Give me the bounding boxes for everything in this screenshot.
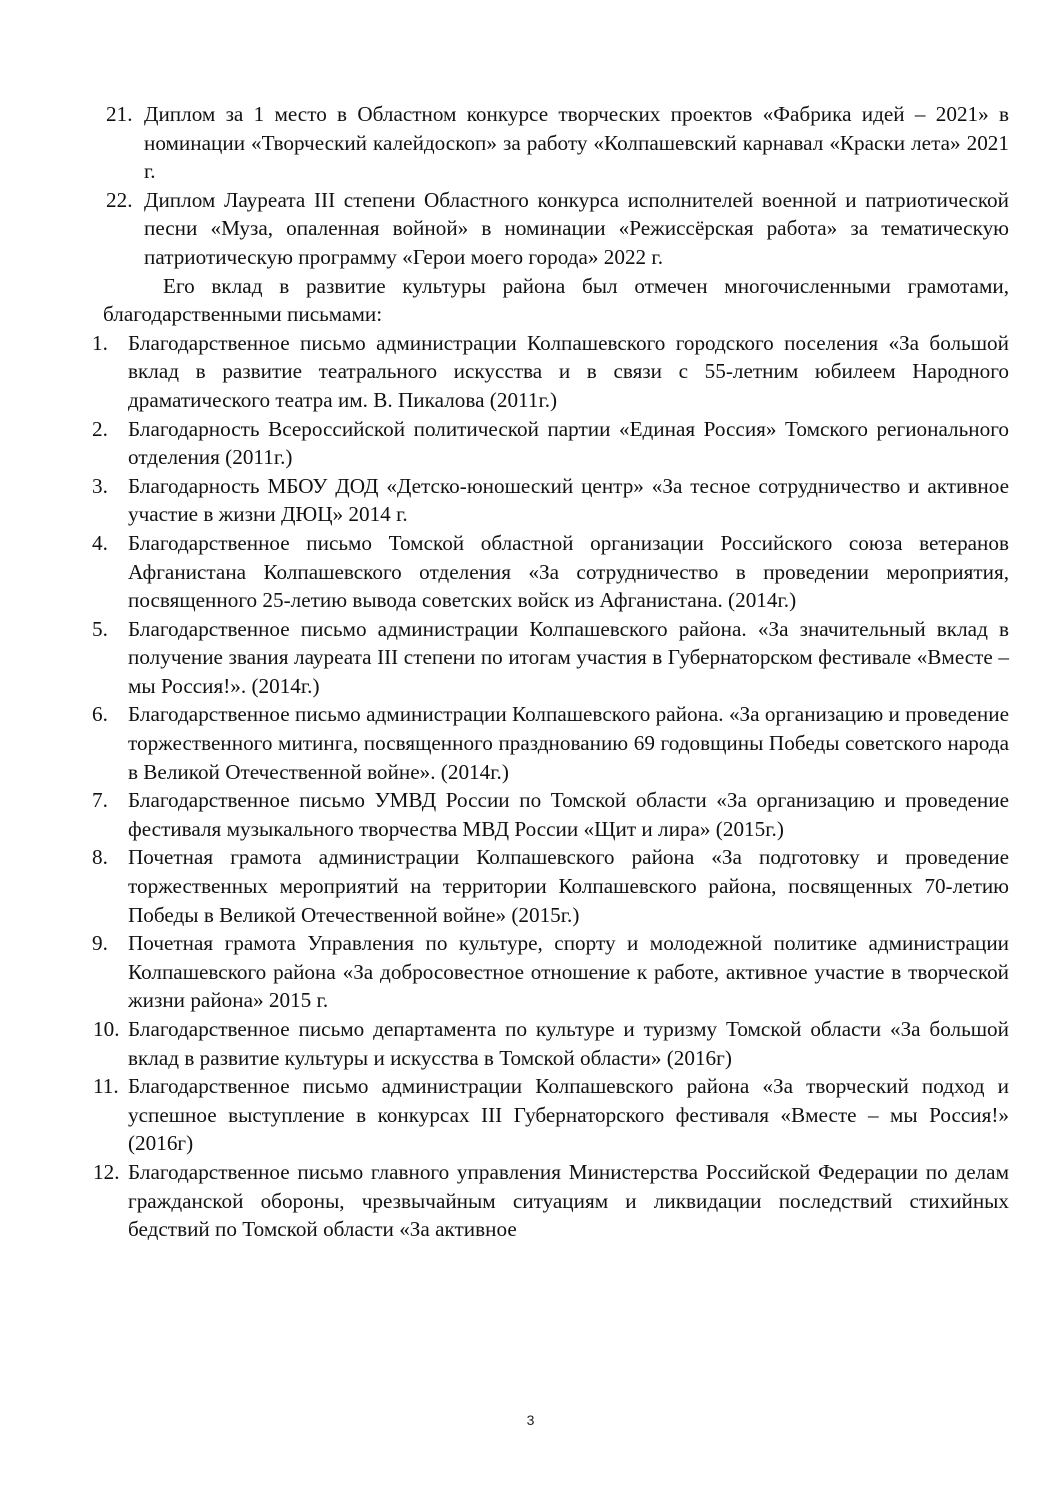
list-item (0, 1072, 1009, 1158)
list-item-text: Благодарственное письмо администрации Колпашевского района «За творческий подход и успешное выступление в конкурсах III Губернаторского фестиваля «Вместе – мы Россия!» (2016г) (128, 1074, 1009, 1156)
list-item-number: 12. (93, 1159, 120, 1184)
list-item (0, 786, 1009, 843)
list-item-number: 3. (92, 473, 108, 498)
list-item-text: Благодарственное письмо департамента по культуре и туризму Томской области «За большой вклад в развитие культуры и искусства в Томской области» (2016г) (128, 1017, 1009, 1070)
list-item-text: Почетная грамота администрации Колпашевского района «За подготовку и проведение торжественных мероприятий на территории Колпашевского района, посвященных 70-летию Победы в Великой Отечественной войне» (2015г.) (128, 845, 1009, 927)
list-item-number: 8. (92, 845, 108, 870)
page-number: 3 (526, 1412, 535, 1428)
list-item (0, 1158, 1009, 1244)
list-item-text: Благодарственное письмо администрации Колпашевского городского поселения «За большой вклад в развитие театрального искусства и в связи с 55-летним юбилеем Народного драматического театра им. В. Пикалова (2011г.) (128, 330, 1009, 412)
list-item (0, 529, 1009, 615)
list-item-text: Благодарственное письмо Томской областной организации Российского союза ветеранов Афганистана Колпашевского отделения «За сотрудничество в проведении мероприятия, посвященного 25-летию вывода советских войск из Афганистана. (2014г.) (128, 530, 1009, 613)
list-item-number: 6. (92, 702, 108, 727)
list-item-text: Благодарственное письмо администрации Колпашевского района. «За организацию и проведение торжественного митинга, посвященного празднованию 69 годовщины Победы советского народа в Великой Отечественной войне». (2014г.) (128, 702, 1009, 784)
list-item-number: 10. (93, 1017, 120, 1041)
document-body (0, 100, 1061, 1244)
list-item-text: Диплом за 1 место в Областном конкурсе творческих проектов «Фабрика идей – 2021» в номинации «Творческий калейдоскоп» за работу «Колпашевский карнавал «Краски лета» 2021 г. (144, 102, 1009, 184)
list-item (0, 843, 1009, 929)
intro-paragraph: Его вклад в развитие культуры района был отмечен многочисленными грамотами, благодарственными письмами: (103, 273, 1009, 327)
list-item-text: Благодарность Всероссийской политической партии «Единая Россия» Томского регионального отделения (2011г.) (128, 416, 1009, 470)
list-item-number: 4. (92, 530, 108, 555)
list-item-text: Благодарственное письмо УМВД России по Томской области «За организацию и проведение фестиваля музыкального творчества МВД России «Щит и лира» (2015г.) (128, 788, 1009, 841)
list-item (0, 100, 1009, 186)
list-item-text: Почетная грамота Управления по культуре, спорту и молодежной политике администрации Колпашевского района «За добросовестное отношение к работе, активное участие в творческой жизни района» 2015 г. (128, 931, 1009, 1013)
list-item (0, 615, 1009, 701)
list-item-text: Благодарственное письмо администрации Колпашевского района. «За значительный вклад в получение звания лауреата III степени по итогам участия в Губернаторском фестивале «Вместе – мы Россия!». (2014г.) (128, 616, 1009, 698)
list-item-number: 2. (92, 416, 108, 441)
list-item (0, 186, 1009, 272)
list-item-number: 5. (92, 616, 108, 641)
list-item (0, 1015, 1009, 1072)
list-item (0, 700, 1009, 786)
list-item-number: 7. (92, 788, 108, 813)
list-item (0, 929, 1009, 1015)
list-item (0, 329, 1009, 415)
list-item-number: 21. (106, 102, 133, 126)
list-item (0, 415, 1009, 472)
list-item (0, 472, 1009, 529)
list-item-number: 22. (106, 187, 133, 212)
list-item-number: 9. (92, 931, 108, 956)
list-item-number: 11. (93, 1074, 119, 1099)
list-item-text: Благодарственное письмо главного управления Министерства Российской Федерации по делам гражданской обороны, чрезвычайным ситуациям и ликвидации последствий стихийных бедствий по Томской области «За активное (128, 1159, 1009, 1242)
list-item-text: Диплом Лауреата III степени Областного конкурса исполнителей военной и патриотической песни «Муза, опаленная войной» в номинации «Режиссёрская работа» за тематическую патриотическую программу «Герои моего города» 2022 г. (144, 187, 1009, 269)
list-item-text: Благодарность МБОУ ДОД «Детско-юношеский центр» «За тесное сотрудничество и активное участие в жизни ДЮЦ» 2014 г. (128, 473, 1009, 527)
list-item-number: 1. (92, 330, 108, 355)
